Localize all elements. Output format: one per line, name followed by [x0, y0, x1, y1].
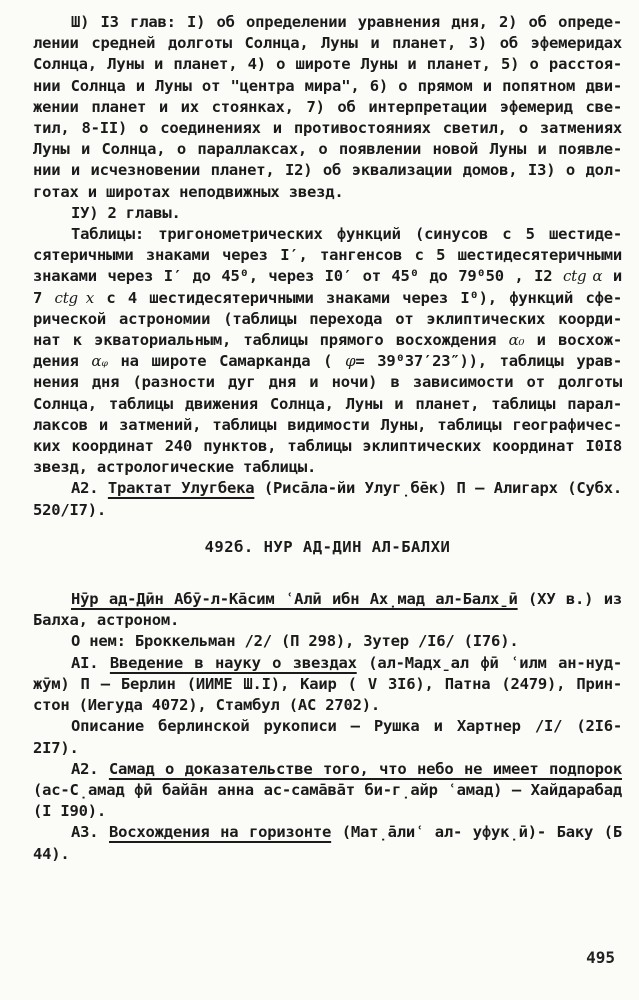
- underlined-title: Введение в науку о звездах: [109, 653, 357, 672]
- text-run: ких координат 240 пунктов, таблицы эклиптических координат I0I8: [33, 437, 622, 456]
- text-run: (I I90).: [33, 802, 107, 821]
- text-line: [33, 478, 622, 499]
- text-line: [33, 801, 622, 822]
- text-run: на широте Самарканда (: [107, 352, 346, 371]
- text-line: [33, 330, 622, 351]
- text-run: дения: [33, 352, 92, 371]
- underlined-title: Самад о доказательстве того, что небо не имеет подпорок: [108, 759, 623, 778]
- underlined-title: Нӯр ад-Дӣн Абӯ-л-Ка̄сим ʿАлӣ ибн Ах̣мад ал-Балх̱ӣ: [71, 590, 518, 609]
- text-line: [33, 610, 622, 631]
- text-run: тил, 8-II) о соединениях и противостояниях светил, о затмениях: [33, 119, 622, 138]
- text-run: О нем: Броккельман /2/ (П 298), Зутер /I6/ (I76).: [71, 632, 519, 651]
- text-line: [33, 351, 622, 372]
- text-line: [33, 738, 622, 759]
- text-line: [33, 288, 622, 309]
- handwritten-notation: ctg α: [562, 267, 603, 286]
- text-run: (ас-С̣амад фӣ байа̄н анна ас-сама̄ва̄т би-г̣айр ʿамад) – Хайдарабад: [33, 780, 622, 799]
- text-line: [33, 118, 622, 139]
- text-run: (Риса̄ла-йи Улуг̣бе̄к) П – Алигарх (Субх.: [254, 479, 622, 498]
- text-line: [33, 822, 622, 843]
- text-run: (Мат̣а̄лиʿ ал- уфук̣ӣ)- Баку (Б: [331, 823, 622, 842]
- text-run: АI.: [71, 653, 110, 672]
- text-line: [33, 844, 622, 865]
- text-run: 520/I7).: [33, 500, 107, 519]
- text-run: и: [602, 267, 622, 286]
- handwritten-notation: αᵩ: [91, 352, 108, 371]
- section-heading: [33, 537, 622, 558]
- text-line: [33, 394, 622, 415]
- text-line: [33, 415, 622, 436]
- text-run: и восхож-: [524, 331, 622, 350]
- page-number: 495: [586, 948, 615, 967]
- text-line: [33, 631, 622, 652]
- handwritten-notation: φ: [345, 352, 356, 371]
- text-line: [33, 457, 622, 478]
- text-run: стон (Иегуда 4072), Стамбул (АС 2702).: [33, 696, 381, 715]
- text-run: Солнца, таблицы движения Солнца, Луны и планет, таблицы парал-: [33, 394, 622, 413]
- text-run: (ал-Мадх̱ал фӣ ʿилм ан-нуд-: [356, 653, 623, 672]
- handwritten-notation: ctg x: [54, 288, 94, 307]
- text-line: [33, 139, 622, 160]
- text-line: [33, 182, 622, 203]
- text-run: (ХУ в.) из: [517, 590, 622, 609]
- text-run: жении планет и их стоянках, 7) об интерпретации эфемерид све-: [33, 97, 622, 116]
- text-line: [33, 780, 622, 801]
- text-line: [33, 372, 622, 393]
- text-line: [33, 266, 622, 287]
- text-run: А2.: [71, 479, 108, 498]
- text-run: Луны и Солнца, о параллаксах, о появлении новой Луны и появле-: [33, 140, 622, 159]
- text-line: [33, 97, 622, 118]
- text-run: 7: [33, 288, 55, 307]
- text-run: готах и широтах неподвижных звезд.: [33, 182, 344, 201]
- text-line: [33, 54, 622, 75]
- text-run: 492б. НУР АД-ДИН АЛ-БАЛХИ: [204, 537, 451, 556]
- text-line: [33, 436, 622, 457]
- text-body: [33, 12, 622, 865]
- text-line: [33, 245, 622, 266]
- text-line: [33, 674, 622, 695]
- text-line: [33, 500, 622, 521]
- text-run: знаками через I′ до 45⁰, через I0′ от 45⁰ до 79⁰50 , I2: [33, 267, 563, 286]
- text-line: [33, 653, 622, 674]
- text-line: [33, 224, 622, 245]
- text-run: нения дня (разности дуг дня и ночи) в зависимости от долготы: [33, 373, 622, 392]
- text-line: [33, 203, 622, 224]
- text-run: Балха, астроном.: [33, 611, 180, 630]
- text-run: А2.: [71, 759, 109, 778]
- text-run: Описание берлинской рукописи – Рушка и Хартнер /I/ (2I6-: [71, 717, 622, 736]
- text-run: IУ) 2 главы.: [71, 203, 181, 222]
- text-run: 2I7).: [33, 738, 79, 757]
- text-run: с 4 шестидесятеричными знаками через I⁰), функций сфе-: [93, 288, 623, 307]
- text-line: [33, 76, 622, 97]
- text-run: Солнца, Луны и планет, 4) о широте Луны и планет, 5) о расстоя-: [33, 55, 622, 74]
- text-line: [33, 759, 622, 780]
- text-run: жӯм) П – Берлин (ИИМЕ Ш.I), Каир ( V 3I6), Патна (2479), Прин-: [33, 674, 622, 693]
- text-run: сятеричными знаками через I′, тангенсов с 5 шестидесятеричными: [33, 246, 622, 265]
- text-run: 44).: [33, 844, 70, 863]
- text-run: рической астрономии (таблицы перехода от эклиптических коорди-: [33, 309, 622, 328]
- text-run: А3.: [71, 823, 110, 842]
- text-run: лаксов и затмений, таблицы видимости Луны, таблицы географичес-: [33, 415, 622, 434]
- text-line: [33, 309, 622, 330]
- text-run: Таблицы: тригонометрических функций (синусов с 5 шестиде-: [71, 225, 622, 244]
- text-line: [33, 589, 622, 610]
- text-run: нат к экваториальным, таблицы прямого восхождения: [33, 331, 509, 350]
- text-run: = 39⁰37′23″)), таблицы урав-: [355, 352, 622, 371]
- text-line: [33, 33, 622, 54]
- text-line: [33, 12, 622, 33]
- text-line: [33, 160, 622, 181]
- text-run: нии Солнца и Луны от "центра мира", 6) о прямом и попятном дви-: [33, 76, 622, 95]
- text-run: звезд, астрологические таблицы.: [33, 458, 317, 477]
- underlined-title: Трактат Улугбека: [107, 479, 255, 498]
- text-run: нии и исчезновении планет, I2) об эквализации домов, I3) о дол-: [33, 161, 622, 180]
- text-run: лении средней долготы Солнца, Луны и планет, 3) об эфемеридах: [33, 34, 622, 53]
- text-run: Ш) I3 глав: I) об определении уравнения дня, 2) об опреде-: [71, 13, 622, 31]
- text-line: [33, 716, 622, 737]
- underlined-title: Восхождения на горизонте: [109, 823, 332, 842]
- handwritten-notation: α₀: [508, 331, 525, 350]
- text-line: [33, 695, 622, 716]
